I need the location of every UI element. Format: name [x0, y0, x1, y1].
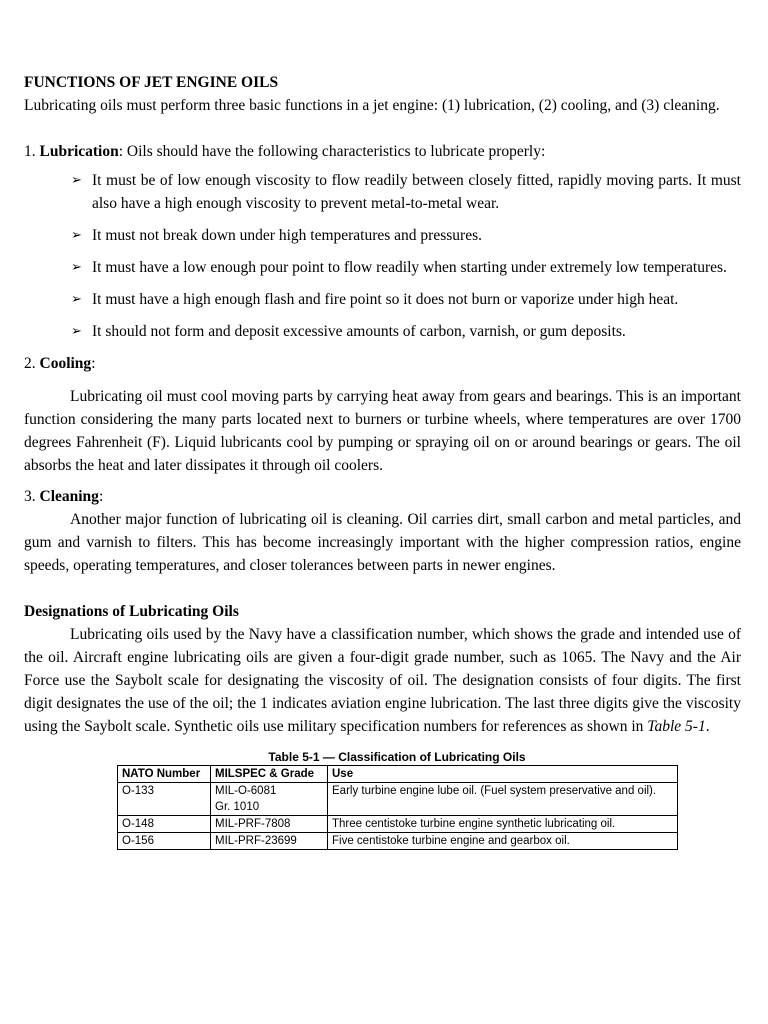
cleaning-heading-line: 3. Cleaning:: [24, 488, 104, 505]
cleaning-paragraph: Another major function of lubricating oil is cleaning. Oil carries dirt, small carbon and metal particles, and gum and varnish to filters. This has become increasingly important with the higher compression ratios, engine speeds, operating temperatures, and closer tolerances between parts in newer engines.: [24, 511, 741, 574]
table-header-row: [118, 766, 678, 783]
list-item: ➢ It must have a high enough flash and fire point so it does not burn or vaporize under high heat.: [71, 288, 741, 311]
cell-milspec: MIL-O-6081 Gr. 1010: [211, 783, 328, 816]
arrow-bullet-icon: ➢: [71, 228, 82, 243]
table-row: [118, 816, 678, 833]
cell-nato: O-156: [118, 833, 211, 850]
spacer: [24, 117, 741, 140]
arrow-bullet-icon: ➢: [71, 173, 82, 188]
list-item: ➢ It must have a low enough pour point to flow readily when starting under extremely low temperatures.: [71, 256, 741, 279]
cell-nato: O-148: [118, 816, 211, 833]
lubrication-heading: Lubrication: [39, 143, 119, 160]
designations-heading: Designations of Lubricating Oils: [24, 603, 239, 620]
table-row: [118, 783, 678, 816]
cell-milspec: MIL-PRF-23699: [211, 833, 328, 850]
table-row: [118, 833, 678, 850]
cell-nato: O-133: [118, 783, 211, 816]
cooling-heading-line: 2. Cooling:: [24, 355, 96, 372]
lubrication-list: [24, 169, 741, 343]
arrow-bullet-icon: ➢: [71, 260, 82, 275]
page-title: FUNCTIONS OF JET ENGINE OILS: [24, 74, 279, 91]
list-item: ➢ It should not form and deposit excessive amounts of carbon, varnish, or gum deposits.: [71, 320, 741, 343]
intro-paragraph: Lubricating oils must perform three basic functions in a jet engine: (1) lubrication, (2) cooling, and (3) cleaning.: [24, 97, 720, 114]
cooling-paragraph: Lubricating oil must cool moving parts by carrying heat away from gears and bearings. This is an important function considering the many parts located next to burners or turbine wheels, where temperatures are over 1700 degrees Fahrenheit (F). Liquid lubricants cool by pumping or spraying oil on or around bearings or gears. The oil absorbs the heat and later dissipates it through oil coolers.: [24, 388, 741, 474]
cleaning-heading: Cleaning: [39, 488, 99, 505]
arrow-bullet-icon: ➢: [71, 292, 82, 307]
cell-use: Three centistoke turbine engine synthetic lubricating oil.: [328, 816, 678, 833]
designations-paragraph: Lubricating oils used by the Navy have a classification number, which shows the grade and intended use of the oil. Aircraft engine lubricating oils are given a four-digit grade number, such as 1065. The Navy and the Air Force use the Saybolt scale for designating the viscosity of oil. The designation consists of four digits. The first digit designates the use of the oil; the 1 indicates aviation engine lubrication. The last three digits give the viscosity using the Saybolt scale. Synthetic oils use military specification numbers for references as shown in Table 5-1.: [24, 626, 741, 735]
lubrication-lead: 1. Lubrication: Oils should have the following characteristics to lubricate properly:: [24, 143, 546, 160]
header-milspec-grade: MILSPEC & Grade: [211, 766, 328, 783]
cell-milspec: MIL-PRF-7808: [211, 816, 328, 833]
cell-use: Five centistoke turbine engine and gearbox oil.: [328, 833, 678, 850]
list-item: ➢ It must be of low enough viscosity to flow readily between closely fitted, rapidly moving parts. It must also have a high enough viscosity to prevent metal-to-metal wear.: [71, 169, 741, 215]
list-item: ➢ It must not break down under high temperatures and pressures.: [71, 224, 741, 247]
table-reference: Table 5-1: [647, 718, 706, 735]
header-nato-number: NATO Number: [118, 766, 211, 783]
table-caption: Table 5-1 — Classification of Lubricating Oils: [268, 750, 526, 764]
classification-table: [117, 765, 678, 850]
arrow-bullet-icon: ➢: [71, 324, 82, 339]
header-use: Use: [328, 766, 678, 783]
cell-use: Early turbine engine lube oil. (Fuel system preservative and oil).: [328, 783, 678, 816]
cooling-heading: Cooling: [39, 355, 92, 372]
spacer: [24, 577, 741, 600]
